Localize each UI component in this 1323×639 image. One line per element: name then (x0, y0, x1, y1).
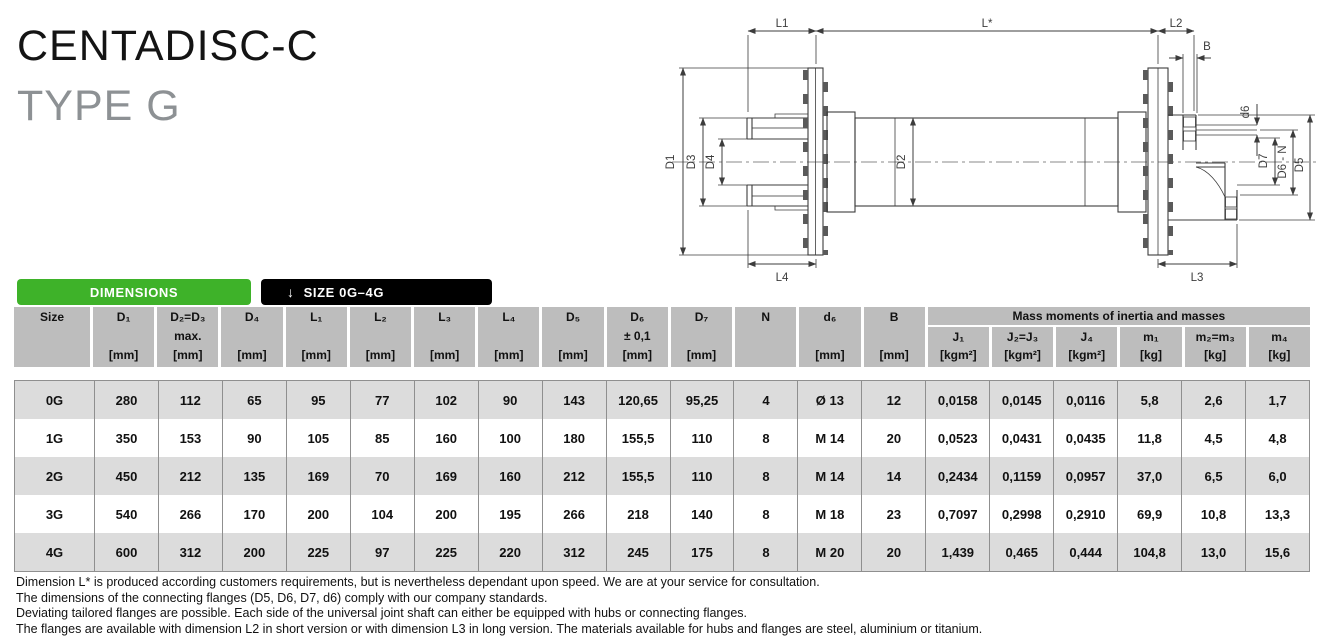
dim-label-d6n: D6 - N (1277, 145, 1289, 179)
table-cell: 212 (542, 457, 606, 495)
column-header-text: J₁ (952, 330, 965, 344)
size-cell: 2G (15, 457, 94, 495)
column-header-text: [mm] (815, 348, 845, 362)
table-cell: 200 (286, 495, 350, 533)
table-cell: 143 (542, 381, 606, 419)
table-cell: 8 (733, 495, 797, 533)
dim-label-d1: D1 (665, 154, 677, 170)
column-header-text: N (761, 310, 771, 324)
table-cell: 169 (414, 457, 478, 495)
table-cell: 112 (158, 381, 222, 419)
column-header-text: D₂=D₃ (170, 310, 206, 324)
column-header-text: D₆ (630, 310, 645, 324)
table-cell: 104 (350, 495, 414, 533)
column-header-text (414, 328, 475, 345)
table-cell: 20 (861, 419, 925, 457)
table-cell: 69,9 (1117, 495, 1181, 533)
table-cell: 2,6 (1181, 381, 1245, 419)
column-header-text: m₁ (1143, 330, 1159, 344)
table-cell: 0,0435 (1053, 419, 1117, 457)
column-header-text: [kgm²] (940, 348, 977, 362)
column-header-text: [mm] (558, 348, 588, 362)
table-cell: 102 (414, 381, 478, 419)
table-cell: 100 (478, 419, 542, 457)
column-header-text: [mm] (429, 348, 460, 362)
table-cell: 0,0957 (1053, 457, 1117, 495)
technical-drawing (650, 0, 1323, 290)
table-cell: M 18 (797, 495, 861, 533)
column-header-6 (414, 307, 475, 367)
column-header-1 (93, 307, 154, 367)
column-header-text: max. (174, 329, 202, 343)
column-header-text: m₄ (1271, 330, 1288, 344)
table-cell: 0,7097 (925, 495, 989, 533)
table-cell: 65 (222, 381, 286, 419)
column-header-9 (607, 307, 668, 367)
column-header-3 (221, 307, 282, 367)
footnotes (16, 575, 1318, 637)
column-header-11 (735, 307, 796, 367)
table-cell: 200 (222, 533, 286, 571)
table-cell: 4,5 (1181, 419, 1245, 457)
table-cell: 97 (350, 533, 414, 571)
table-cell: 245 (606, 533, 670, 571)
column-header-text: D₇ (694, 310, 709, 324)
table-cell: 77 (350, 381, 414, 419)
table-cell: 225 (286, 533, 350, 571)
table-cell: 312 (542, 533, 606, 571)
column-header-13 (864, 307, 925, 367)
column-header-text (14, 328, 90, 345)
size-cell: 0G (15, 381, 94, 419)
table-cell: 225 (414, 533, 478, 571)
table-cell: 450 (94, 457, 158, 495)
table-cell: 218 (606, 495, 670, 533)
column-header-text: [mm] (622, 348, 652, 362)
table-cell: 266 (542, 495, 606, 533)
table-cell: 0,1159 (989, 457, 1053, 495)
column-header-text (671, 328, 732, 345)
column-header-group-4 (1185, 327, 1246, 367)
table-cell: 104,8 (1117, 533, 1181, 571)
column-header-group-0 (928, 327, 989, 367)
table-cell: M 14 (797, 457, 861, 495)
column-header-text (799, 328, 860, 345)
dim-label-l3: L3 (1190, 272, 1204, 284)
column-header-group-3 (1120, 327, 1181, 367)
column-header-text: d₆ (823, 310, 837, 324)
table-cell: 0,0116 (1053, 381, 1117, 419)
table-cell: 160 (414, 419, 478, 457)
down-arrow-icon: ↓ (287, 284, 295, 300)
column-header-text (350, 328, 411, 345)
column-header-text: [mm] (879, 348, 909, 362)
column-header-text (542, 328, 603, 345)
table-cell: 600 (94, 533, 158, 571)
table-cell: 195 (478, 495, 542, 533)
column-header-text (14, 347, 90, 364)
column-header-text: Size (39, 310, 64, 324)
dim-label-l2: L2 (1169, 18, 1183, 30)
column-header-text (478, 328, 539, 345)
column-header-group-2 (1056, 327, 1117, 367)
dimension-b (1169, 41, 1211, 113)
dim-label-l1: L1 (775, 18, 789, 30)
dimension-left (665, 68, 808, 255)
table-cell: 95,25 (670, 381, 734, 419)
page-title: CENTADISC-C (17, 22, 319, 70)
table-cell: 180 (542, 419, 606, 457)
table-cell: 95 (286, 381, 350, 419)
column-header-text: [mm] (108, 348, 139, 362)
table-cell: 153 (158, 419, 222, 457)
table-cell: 8 (733, 457, 797, 495)
column-header-text: [mm] (365, 348, 396, 362)
column-header-2 (157, 307, 218, 367)
size-cell: 3G (15, 495, 94, 533)
column-header-text: [kg] (1204, 348, 1227, 362)
column-header-text: [mm] (686, 348, 717, 362)
table-cell: 5,8 (1117, 381, 1181, 419)
column-header-text: D₅ (565, 310, 581, 324)
column-header-text: B (889, 310, 899, 324)
column-header-4 (286, 307, 347, 367)
table-cell: M 14 (797, 419, 861, 457)
size-cell: 4G (15, 533, 94, 571)
column-header-text: ± 0,1 (623, 329, 651, 343)
table-cell: 170 (222, 495, 286, 533)
table-cell: 8 (733, 533, 797, 571)
table-cell: 10,8 (1181, 495, 1245, 533)
table-cell: M 20 (797, 533, 861, 571)
table-cell: 0,0523 (925, 419, 989, 457)
column-header-5 (350, 307, 411, 367)
column-header-text: [mm] (494, 348, 524, 362)
note-line: Deviating tailored flanges are possible. Each side of the universal joint shaft can either be equipped with hubs or connecting flanges. (16, 606, 748, 620)
column-header-text: L₃ (438, 310, 452, 324)
table-cell: 280 (94, 381, 158, 419)
dim-label-l-star: L* (981, 18, 993, 30)
table-cell: 4 (733, 381, 797, 419)
column-header-text: J₂=J₃ (1006, 330, 1039, 344)
dimensions-tab[interactable] (17, 279, 251, 305)
table-cell: 12 (861, 381, 925, 419)
table-cell: 110 (670, 419, 734, 457)
column-header-8 (542, 307, 603, 367)
table-cell: 8 (733, 419, 797, 457)
left-disc-pack (806, 68, 826, 255)
table-cell: 4,8 (1245, 419, 1309, 457)
column-header-text: [kgm²] (1068, 348, 1106, 362)
table-cell: 212 (158, 457, 222, 495)
table-cell: 90 (222, 419, 286, 457)
dim-label-d4: D4 (705, 154, 717, 170)
table-cell: 155,5 (606, 457, 670, 495)
column-header-group-1 (992, 327, 1053, 367)
column-header-group-5 (1249, 327, 1310, 367)
table-cell: 540 (94, 495, 158, 533)
table-cell: 0,2910 (1053, 495, 1117, 533)
table-cell: Ø 13 (797, 381, 861, 419)
table-cell: 350 (94, 419, 158, 457)
column-header-text (864, 328, 925, 345)
note-line: The dimensions of the connecting flanges (D5, D6, D7, d6) comply with our company standards. (16, 590, 548, 605)
table-cell: 266 (158, 495, 222, 533)
size-range-tab-label: SIZE 0G–4G (303, 284, 385, 300)
dimension-bottom (748, 210, 1237, 284)
table-cell: 0,2434 (925, 457, 989, 495)
table-cell: 220 (478, 533, 542, 571)
column-header-text: [mm] (173, 348, 203, 362)
table-cell: 0,444 (1053, 533, 1117, 571)
inertia-group-header: Mass moments of inertia and masses (928, 307, 1310, 327)
column-header-text: D₁ (116, 310, 131, 324)
table-cell: 11,8 (1117, 419, 1181, 457)
column-header-text: [kgm²] (1004, 348, 1041, 362)
column-header-text: L₂ (374, 310, 387, 324)
table-header (14, 307, 1310, 367)
table-cell: 110 (670, 457, 734, 495)
column-header-text: [kg] (1268, 348, 1291, 362)
table-cell: 6,0 (1245, 457, 1309, 495)
column-header-text: L₄ (502, 310, 516, 324)
table-cell: 175 (670, 533, 734, 571)
table-cell: 70 (350, 457, 414, 495)
table-cell: 0,2998 (989, 495, 1053, 533)
dim-label-d2: D2 (896, 154, 908, 170)
column-header-text: [kg] (1139, 348, 1162, 362)
table-cell: 20 (861, 533, 925, 571)
column-header-12 (799, 307, 860, 367)
table-cell: 15,6 (1245, 533, 1309, 571)
table-cell: 120,65 (606, 381, 670, 419)
column-header-text: D₄ (244, 310, 260, 324)
table-cell: 312 (158, 533, 222, 571)
table-cell: 140 (670, 495, 734, 533)
table-cell: 155,5 (606, 419, 670, 457)
table-cell: 0,0431 (989, 419, 1053, 457)
size-range-tab[interactable] (261, 279, 492, 305)
column-header-text (93, 328, 154, 345)
note-line: Dimension L* is produced according customers requirements, but is nevertheless dependant upon speed. We are at your service for consultation. (16, 575, 820, 589)
table-cell: 90 (478, 381, 542, 419)
column-header-text (286, 328, 347, 345)
dim-label-d6-small: d6 (1240, 105, 1252, 119)
table-cell: 13,3 (1245, 495, 1309, 533)
right-flange-long (1168, 163, 1237, 220)
dim-label-b: B (1203, 41, 1211, 53)
size-cell: 1G (15, 419, 94, 457)
table-cell: 37,0 (1117, 457, 1181, 495)
column-header-text: L₁ (310, 310, 323, 324)
table-cell: 85 (350, 419, 414, 457)
table-body (14, 380, 1310, 572)
note-line: The flanges are available with dimension L2 in short version or with dimension L3 in long version. The materials available for hubs and flanges are steel, aluminium or titanium. (16, 621, 983, 636)
dim-label-d3: D3 (686, 154, 698, 170)
column-header-text (735, 328, 796, 345)
dim-label-l4: L4 (775, 272, 789, 284)
table-cell: 23 (861, 495, 925, 533)
column-header-text: m₂=m₃ (1195, 330, 1235, 344)
column-header-text (735, 347, 796, 364)
table-cell: 0,0158 (925, 381, 989, 419)
table-cell: 1,439 (925, 533, 989, 571)
column-header-10 (671, 307, 732, 367)
table-cell: 135 (222, 457, 286, 495)
column-header-text: [mm] (237, 348, 267, 362)
right-flange-short (1168, 115, 1257, 150)
dimensions-tab-label: DIMENSIONS (89, 284, 179, 300)
table-cell: 14 (861, 457, 925, 495)
table-cell: 105 (286, 419, 350, 457)
dimension-top (748, 18, 1194, 112)
column-header-text: [mm] (301, 348, 331, 362)
table-cell: 200 (414, 495, 478, 533)
column-header-0 (14, 307, 90, 367)
table-cell: 169 (286, 457, 350, 495)
table-cell: 1,7 (1245, 381, 1309, 419)
right-disc-pack (1146, 68, 1171, 255)
column-header-text: J₄ (1080, 330, 1093, 344)
dim-label-d7: D7 (1258, 153, 1270, 169)
table-cell: 13,0 (1181, 533, 1245, 571)
dim-label-d5: D5 (1294, 157, 1306, 173)
column-header-7 (478, 307, 539, 367)
table-cell: 6,5 (1181, 457, 1245, 495)
table-cell: 0,465 (989, 533, 1053, 571)
table-cell: 0,0145 (989, 381, 1053, 419)
column-header-text (221, 328, 282, 345)
page-subtitle: TYPE G (17, 82, 181, 130)
table-cell: 160 (478, 457, 542, 495)
